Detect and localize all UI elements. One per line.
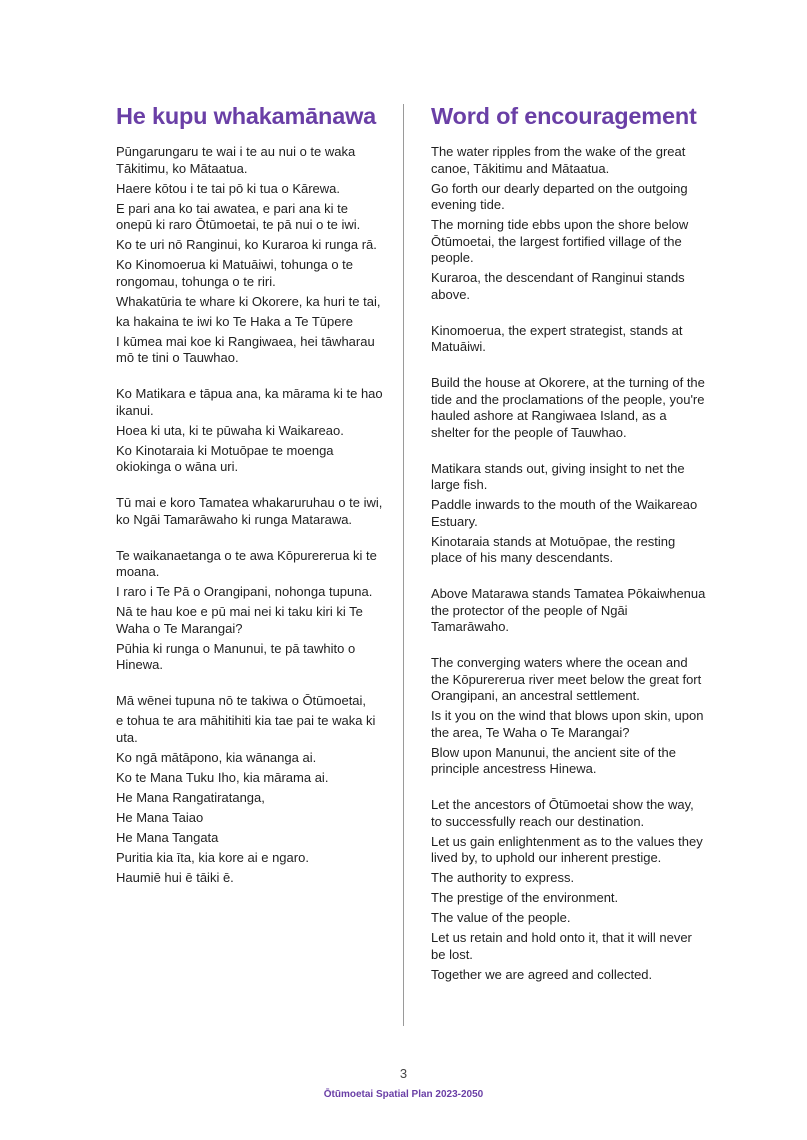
english-body [431,144,707,983]
verse-line: Puritia kia īta, kia kore ai e ngaro. [116,849,309,865]
stanza-gap [431,307,707,323]
verse-line: The morning tide ebbs upon the shore below Ōtūmoetai, the largest fortified village of the people. [431,217,689,265]
verse-line: Tū mai e koro Tamatea whakaruruhau o te iwi, ko Ngāi Tamarāwaho ki runga Matarawa. [116,495,383,527]
verse-line: e tohua te ara māhitihiti kia tae pai te waka ki uta. [116,713,376,745]
stanza-gap [431,359,707,375]
stanza-gap [431,639,707,655]
verse-line: Build the house at Okorere, at the turning of the tide and the proclamations of the people, you're hauled ashore at Rangiwaea Island, as a shelter for the people of Tauwhao. [431,375,705,440]
verse-line: Mā wēnei tupuna nō te takiwa o Ōtūmoetai, [116,693,367,708]
verse-line: He Mana Rangatiratanga, [116,789,265,805]
verse-line: Matikara stands out, giving insight to net the large fish. [431,460,685,492]
verse-line: Kuraroa, the descendant of Ranginui stands above. [431,270,685,302]
verse-line: The value of the people. [431,910,571,925]
verse-line: Together we are agreed and collected. [431,966,653,982]
verse-line: Let the ancestors of Ōtūmoetai show the way, to successfully reach our destination. [431,797,694,829]
verse-line: Nā te hau koe e pū mai nei ki taku kiri ki Te Waha o Te Marangai? [116,604,363,636]
verse-line: The authority to express. [431,870,575,885]
verse-line: The water ripples from the wake of the great canoe, Tākitimu and Mātaatua. [431,144,686,176]
verse-line: Haere kōtou i te tai pō ki tua o Kārewa. [116,180,341,196]
verse-line: Pūngarungaru te wai i te au nui o te waka Tākitimu, ko Mātaatua. [116,144,356,176]
verse-line: Go forth our dearly departed on the outgoing evening tide. [431,180,688,212]
verse-line: ka hakaina te iwi ko Te Haka a Te Tūpere [116,313,354,329]
verse-line: Ko Kinotaraia ki Motuōpae te moenga okiokinga o wāna uri. [116,442,334,474]
stanza-gap [116,479,386,495]
verse-line: Ko Matikara e tāpua ana, ka mārama ki te hao ikanui. [116,386,383,418]
page-number: 3 [399,1066,408,1081]
verse-line: Ko ngā mātāpono, kia wānanga ai. [116,749,317,765]
maori-heading: He kupu whakamānawa [116,103,377,129]
verse-line: He Mana Tangata [116,829,219,845]
verse-line: E pari ana ko tai awatea, e pari ana ki te onepū ki raro Ōtūmoetai, te pā nui o te iwi. [116,200,361,232]
verse-line: He Mana Taiao [116,809,204,825]
verse-line: Kinotaraia stands at Motuōpae, the resting place of his many descendants. [431,533,676,565]
verse-line: Is it you on the wind that blows upon skin, upon the area, Te Waha o Te Marangai? [431,708,704,740]
verse-line: Let us retain and hold onto it, that it will never be lost. [431,930,692,962]
stanza-gap [431,445,707,461]
verse-line: Blow upon Manunui, the ancient site of the principle ancestress Hinewa. [431,744,676,776]
maori-column [116,100,386,890]
verse-line: Hoea ki uta, ki te pūwaha ki Waikareao. [116,422,344,438]
verse-line: I kūmea mai koe ki Rangiwaea, hei tāwharau mō te tini o Tauwhao. [116,333,375,365]
english-heading: Word of encouragement [431,103,697,129]
verse-line: Whakatūria te whare ki Okorere, ka huri te tai, [116,293,381,309]
verse-line: Haumiē hui ē tāiki ē. [116,869,234,885]
verse-line: The prestige of the environment. [431,890,619,905]
english-column [431,100,707,987]
stanza-gap [431,781,707,797]
stanza-gap [431,570,707,586]
verse-line: Ko Kinomoerua ki Matuāiwi, tohunga o te rongomau, tohunga o te riri. [116,257,354,289]
verse-line: Kinomoerua, the expert strategist, stands at Matuāiwi. [431,322,683,354]
column-divider [403,104,404,1026]
verse-line: Above Matarawa stands Tamatea Pōkaiwhenua the protector of the people of Ngāi Tamarāwaho. [431,586,706,634]
stanza-gap [116,677,386,693]
verse-line: Te waikanaetanga o te awa Kōpurererua ki te moana. [116,547,377,579]
maori-body [116,144,386,886]
verse-line: Pūhia ki runga o Manunui, te pā tawhito o Hinewa. [116,640,356,672]
verse-line: Ko te Mana Tuku Iho, kia mārama ai. [116,769,329,785]
verse-line: I raro i Te Pā o Orangipani, nohonga tupuna. [116,584,373,599]
stanza-gap [116,370,386,386]
footer-title: Ōtūmoetai Spatial Plan 2023-2050 [323,1089,484,1100]
stanza-gap [116,532,386,548]
verse-line: The converging waters where the ocean and the Kōpurererua river meet below the great fort Orangipani, an ancestral settlement. [431,655,702,703]
verse-line: Paddle inwards to the mouth of the Waikareao Estuary. [431,497,698,529]
verse-line: Let us gain enlightenment as to the values they lived by, to uphold our inherent prestige. [431,833,703,865]
verse-line: Ko te uri nō Ranginui, ko Kuraroa ki runga rā. [116,237,377,252]
